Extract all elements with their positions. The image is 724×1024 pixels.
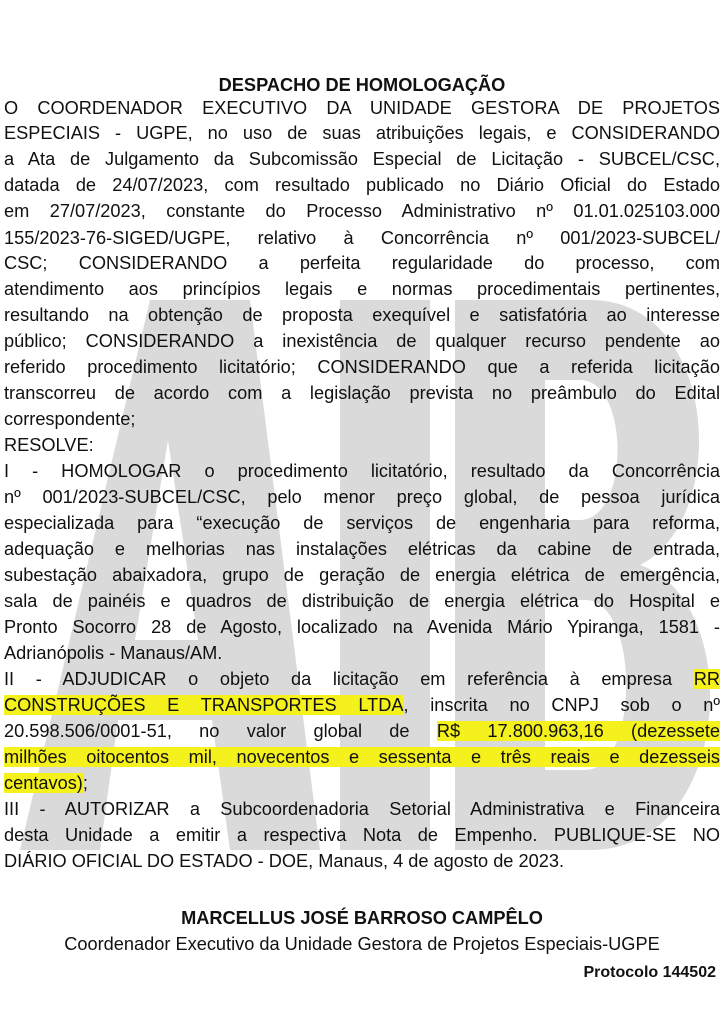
item2-text: 20.598.506/0001-51, no valor global de (4, 721, 410, 741)
body-line: Adrianópolis - Manaus/AM. (4, 643, 223, 663)
item2-line (4, 772, 720, 794)
item3-line: desta Unidade a emitir a respectiva Nota de Empenho. PUBLIQUE-SE NO (4, 825, 720, 845)
item2-line (4, 668, 720, 690)
body-line: transcorreu de acordo com a legislação prevista no preâmbulo do Edital (4, 383, 720, 403)
item3-line: DIÁRIO OFICIAL DO ESTADO - DOE, Manaus, 4 de agosto de 2023. (4, 851, 564, 871)
body-line: ESPECIAIS - UGPE, no uso de suas atribuições legais, e CONSIDERANDO (4, 123, 720, 143)
item2-line (4, 694, 720, 716)
body-line: atendimento aos princípios legais e normas procedimentais pertinentes, (4, 279, 720, 299)
highlighted-value: milhões oitocentos mil, novecentos e sessenta e três reais e dezesseis (4, 747, 720, 767)
body-line: sala de painéis e quadros de distribuição de energia elétrica do Hospital e (4, 591, 720, 611)
resolve-heading: RESOLVE: (4, 435, 94, 455)
item2-text: , inscrita no CNPJ sob o nº (403, 695, 720, 715)
signatory-role: Coordenador Executivo da Unidade Gestora de Projetos Especiais-UGPE (64, 934, 660, 954)
signatory-name: MARCELLUS JOSÉ BARROSO CAMPÊLO (181, 908, 543, 928)
item2-line (4, 720, 720, 742)
protocol-number: Protocolo 144502 (583, 964, 716, 981)
body-line: referido procedimento licitatório; CONSIDERANDO que a referida licitação (4, 357, 720, 377)
body-line: público; CONSIDERANDO a inexistência de qualquer recurso pendente ao (4, 331, 720, 351)
item2-line (4, 746, 720, 768)
item3-line: III - AUTORIZAR a Subcoordenadoria Setorial Administrativa e Financeira (4, 799, 720, 819)
body-line: adequação e melhorias nas instalações elétricas da cabine de entrada, (4, 539, 720, 559)
body-line: Pronto Socorro 28 de Agosto, localizado na Avenida Mário Ypiranga, 1581 - (4, 617, 720, 637)
body-line: a Ata de Julgamento da Subcomissão Especial de Licitação - SUBCEL/CSC, (4, 149, 720, 169)
item2-text: II - ADJUDICAR o objeto da licitação em referência à empresa (4, 669, 673, 689)
document-title: DESPACHO DE HOMOLOGAÇÃO (218, 75, 506, 95)
highlighted-value: centavos) (4, 773, 83, 793)
body-line: resultando na obtenção de proposta exequível e satisfatória ao interesse (4, 305, 720, 325)
body-line: O COORDENADOR EXECUTIVO DA UNIDADE GESTORA DE PROJETOS (4, 98, 720, 118)
body-line: 155/2023-76-SIGED/UGPE, relativo à Concorrência nº 001/2023-SUBCEL/ (4, 228, 720, 248)
body-line: correspondente; (4, 409, 136, 429)
highlighted-company: CONSTRUÇÕES E TRANSPORTES LTDA (4, 695, 404, 715)
item2-text: ; (82, 773, 88, 793)
highlighted-company: RR (693, 669, 720, 689)
highlighted-value: R$ 17.800.963,16 (dezessete (436, 721, 720, 741)
body-line: I - HOMOLOGAR o procedimento licitatório, resultado da Concorrência (4, 461, 720, 481)
body-line: CSC; CONSIDERANDO a perfeita regularidade do processo, com (4, 253, 720, 273)
body-line: subestação abaixadora, grupo de geração de energia elétrica de emergência, (4, 565, 720, 585)
body-line: especializada para “execução de serviços de engenharia para reforma, (4, 513, 720, 533)
body-line: datada de 24/07/2023, com resultado publicado no Diário Oficial do Estado (4, 175, 720, 195)
body-line: em 27/07/2023, constante do Processo Administrativo nº 01.01.025103.000 (4, 201, 720, 221)
body-line: nº 001/2023-SUBCEL/CSC, pelo menor preço global, de pessoa jurídica (4, 487, 720, 507)
